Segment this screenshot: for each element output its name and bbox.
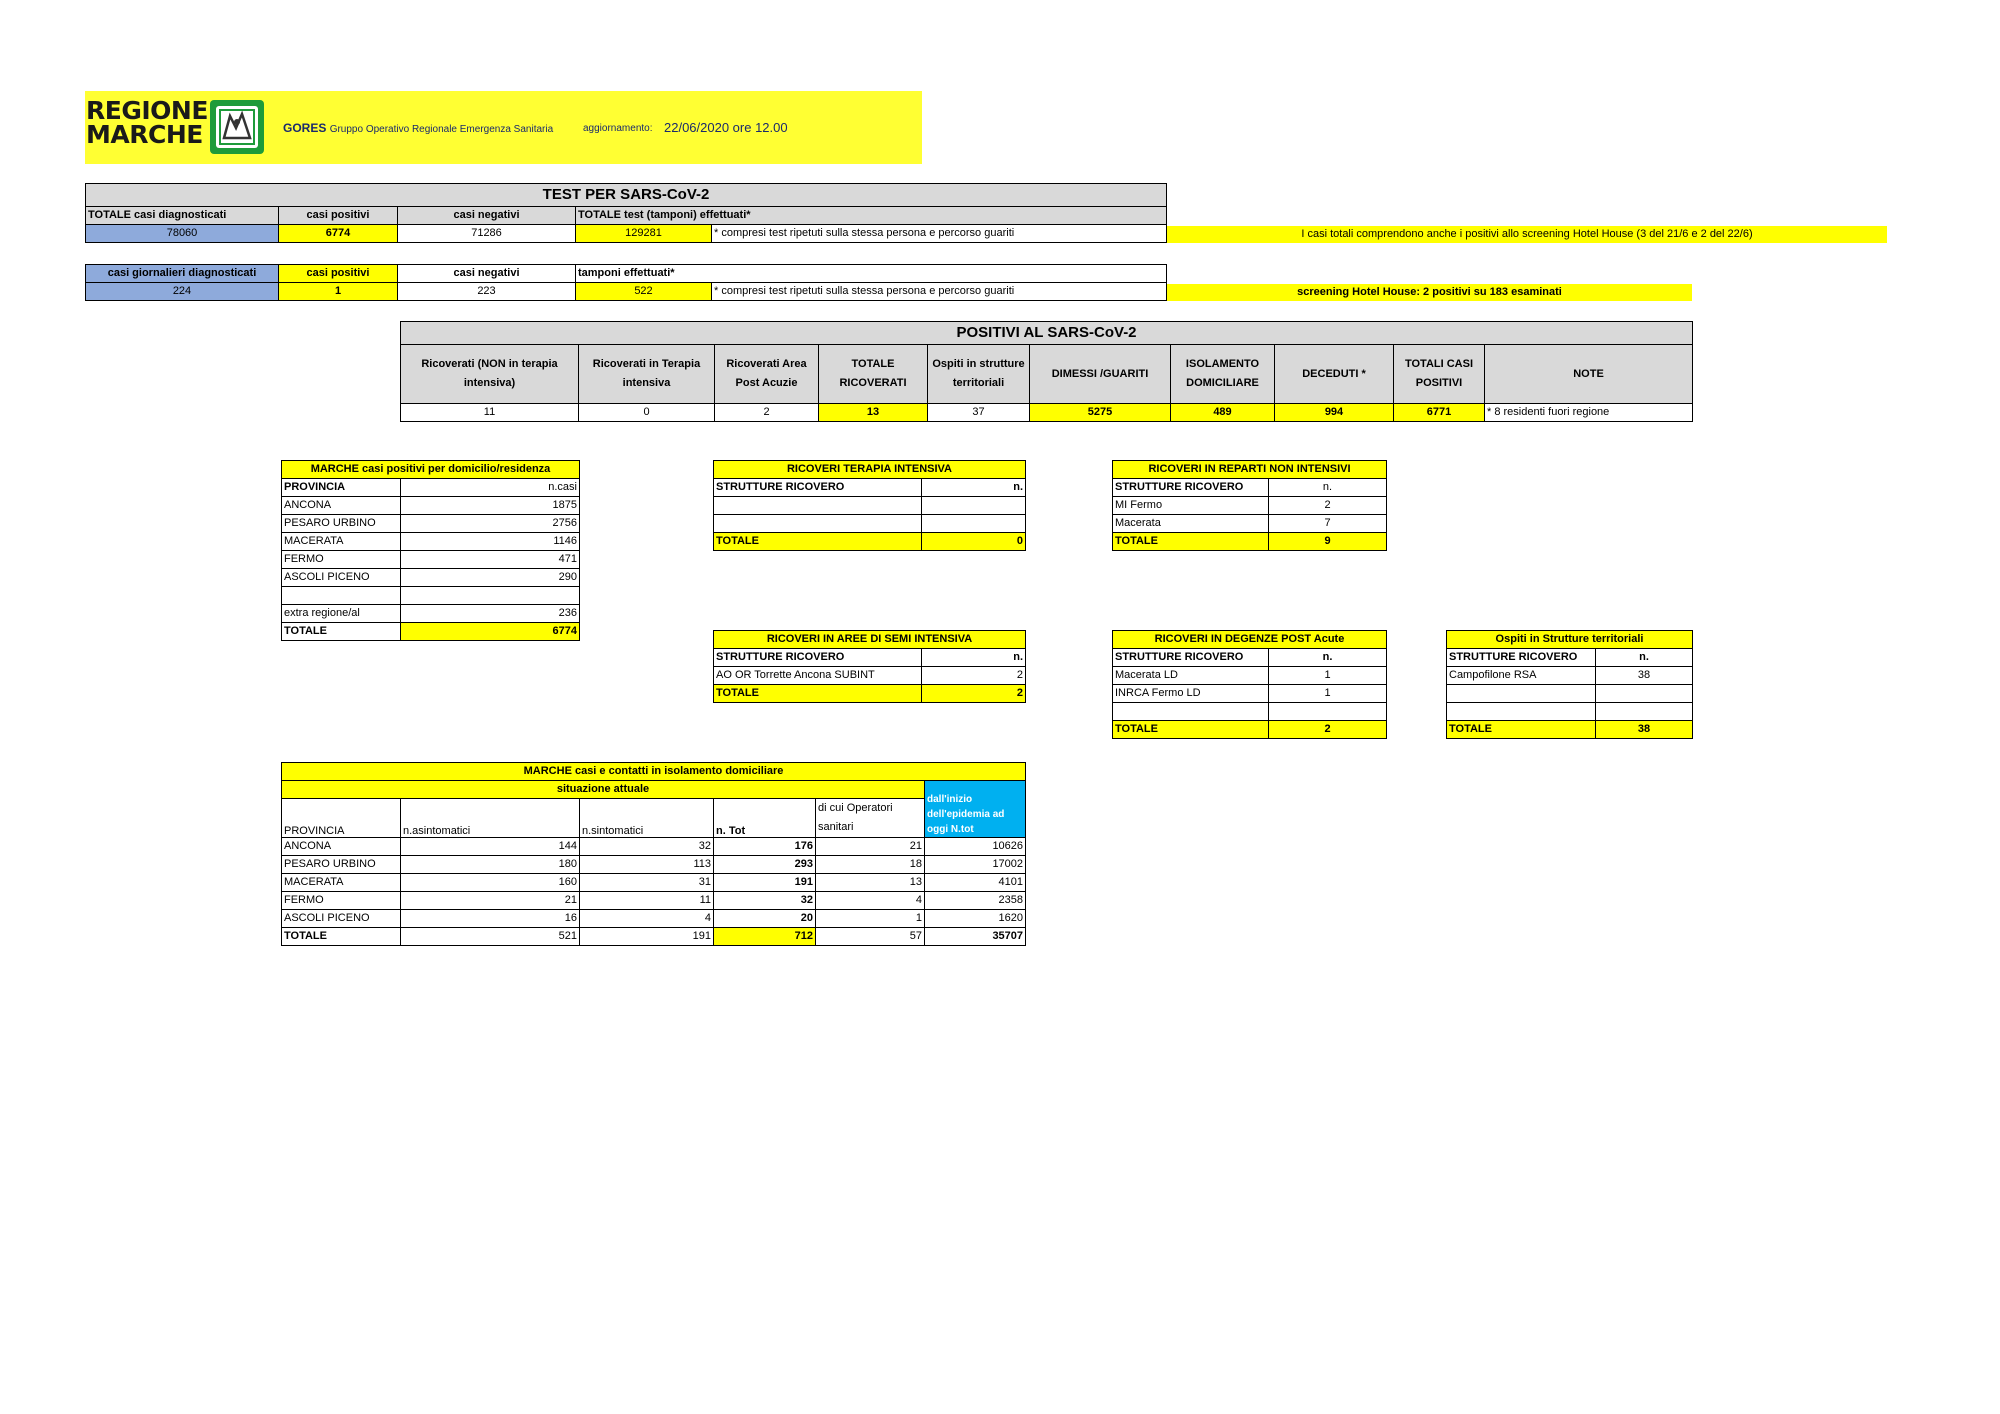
non-intensivi-table (1112, 460, 1387, 551)
positivi-table (400, 321, 1693, 422)
isolamento-header-asint: n.asintomatici (401, 799, 580, 838)
iso-sint: 113 (580, 856, 714, 874)
table-row (282, 838, 1026, 856)
isolamento-table (281, 762, 1026, 946)
positivi-header-isolamento: ISOLAMENTO DOMICILIARE (1171, 345, 1275, 404)
aggiornamento-label: aggiornamento: (583, 123, 653, 134)
iso-prov: ASCOLI PICENO (282, 910, 401, 928)
iso-sint: 11 (580, 892, 714, 910)
nonint-header-val: n. (1269, 479, 1387, 497)
iso-asint: 180 (401, 856, 580, 874)
post-val: 1 (1269, 685, 1387, 703)
iso-total-oper: 57 (816, 928, 925, 946)
semi-header-val: n. (922, 649, 1026, 667)
iso-tot: 176 (714, 838, 816, 856)
provincia-name: MACERATA (282, 533, 401, 551)
empty-cell (1447, 703, 1596, 721)
empty-cell (282, 587, 401, 605)
semi-title: RICOVERI IN AREE DI SEMI INTENSIVA (714, 631, 1026, 649)
provincia-title: MARCHE casi positivi per domicilio/residenza (282, 461, 580, 479)
table-row-empty (282, 587, 580, 605)
empty-cell (1596, 685, 1693, 703)
empty-cell (714, 515, 922, 533)
daily-table (85, 264, 1167, 301)
provincia-name: ANCONA (282, 497, 401, 515)
iso-prov: PESARO URBINO (282, 856, 401, 874)
semi-total-val: 2 (922, 685, 1026, 703)
daily-header-positivi: casi positivi (279, 265, 398, 283)
daily-note: * compresi test ripetuti sulla stessa persona e percorso guariti (712, 283, 1167, 301)
daily-side-note: screening Hotel House: 2 positivi su 183 esaminati (1167, 284, 1692, 301)
provincia-header-name: PROVINCIA (282, 479, 401, 497)
empty-cell (1113, 703, 1269, 721)
positivi-value-totale-ricoverati: 13 (819, 404, 928, 422)
provincia-extra-val: 236 (401, 605, 580, 623)
regione-marche-emblem-icon (208, 98, 266, 156)
nonint-val: 2 (1269, 497, 1387, 515)
iso-oper: 21 (816, 838, 925, 856)
ti-header-val: n. (922, 479, 1026, 497)
ti-total-val: 0 (922, 533, 1026, 551)
provincia-total-val: 6774 (401, 623, 580, 641)
iso-sint: 32 (580, 838, 714, 856)
positivi-value-totali: 6771 (1394, 404, 1485, 422)
nonint-name: MI Fermo (1113, 497, 1269, 515)
table-row-empty (714, 497, 1026, 515)
iso-sint: 31 (580, 874, 714, 892)
post-name: Macerata LD (1113, 667, 1269, 685)
positivi-header-totali: TOTALI CASI POSITIVI (1394, 345, 1485, 404)
test-header-totale: TOTALE casi diagnosticati (86, 207, 279, 225)
table-row (282, 569, 580, 587)
iso-tot: 20 (714, 910, 816, 928)
daily-header-negativi: casi negativi (398, 265, 576, 283)
table-row (1113, 497, 1387, 515)
empty-cell (922, 515, 1026, 533)
iso-inizio: 2358 (925, 892, 1026, 910)
iso-asint: 16 (401, 910, 580, 928)
empty-cell (1596, 703, 1693, 721)
table-row-total (1447, 721, 1693, 739)
test-title: TEST PER SARS-CoV-2 (86, 184, 1167, 207)
nonint-val: 7 (1269, 515, 1387, 533)
positivi-value-ricoverati-non-ti: 11 (401, 404, 579, 422)
iso-oper: 4 (816, 892, 925, 910)
ospiti-title: Ospiti in Strutture territoriali (1447, 631, 1693, 649)
table-row (282, 605, 580, 623)
table-row-total (714, 533, 1026, 551)
isolamento-header-inizio: dall'inizio dell'epidemia ad oggi N.tot (925, 781, 1026, 838)
table-row (282, 874, 1026, 892)
table-row-empty (714, 515, 1026, 533)
provincia-extra-label: extra regione/al (282, 605, 401, 623)
iso-oper: 18 (816, 856, 925, 874)
post-header-name: STRUTTURE RICOVERO (1113, 649, 1269, 667)
table-row (1447, 667, 1693, 685)
iso-total-inizio: 35707 (925, 928, 1026, 946)
table-row (282, 497, 580, 515)
table-row (282, 910, 1026, 928)
semi-name: AO OR Torrette Ancona SUBINT (714, 667, 922, 685)
iso-sint: 4 (580, 910, 714, 928)
iso-inizio: 17002 (925, 856, 1026, 874)
ospiti-header-name: STRUTTURE RICOVERO (1447, 649, 1596, 667)
ospiti-total-val: 38 (1596, 721, 1693, 739)
table-row (282, 515, 580, 533)
table-row (282, 892, 1026, 910)
table-row-empty (1447, 685, 1693, 703)
isolamento-title: MARCHE casi e contatti in isolamento domiciliare (282, 763, 1026, 781)
provincia-val: 1146 (401, 533, 580, 551)
gores-name: GORES (283, 121, 327, 135)
daily-header-tamponi: tamponi effettuati* (576, 265, 1167, 283)
post-title: RICOVERI IN DEGENZE POST Acute (1113, 631, 1387, 649)
isolamento-subtitle: situazione attuale (282, 781, 925, 799)
daily-positivi-value: 1 (279, 283, 398, 301)
iso-tot: 293 (714, 856, 816, 874)
empty-cell (401, 587, 580, 605)
positivi-value-post-acuzie: 2 (715, 404, 819, 422)
daily-casi-value: 224 (86, 283, 279, 301)
positivi-header-ospiti: Ospiti in strutture territoriali (928, 345, 1030, 404)
positivi-value-isolamento: 489 (1171, 404, 1275, 422)
provincia-val: 290 (401, 569, 580, 587)
isolamento-header-tot: n. Tot (714, 799, 816, 838)
iso-prov: FERMO (282, 892, 401, 910)
positivi-value-ospiti: 37 (928, 404, 1030, 422)
test-note: * compresi test ripetuti sulla stessa persona e percorso guariti (712, 225, 1167, 243)
table-row (282, 856, 1026, 874)
test-tamponi-value: 129281 (576, 225, 712, 243)
table-row-total (1113, 721, 1387, 739)
positivi-value-note: * 8 residenti fuori regione (1485, 404, 1693, 422)
positivi-header-ricoverati-non-ti: Ricoverati (NON in terapia intensiva) (401, 345, 579, 404)
isolamento-header-sint: n.sintomatici (580, 799, 714, 838)
provincia-total-label: TOTALE (282, 623, 401, 641)
post-total-val: 2 (1269, 721, 1387, 739)
nonint-header-name: STRUTTURE RICOVERO (1113, 479, 1269, 497)
table-row-total (282, 623, 580, 641)
positivi-header-dimessi: DIMESSI /GUARITI (1030, 345, 1171, 404)
positivi-header-post-acuzie: Ricoverati Area Post Acuzie (715, 345, 819, 404)
positivi-title: POSITIVI AL SARS-CoV-2 (401, 322, 1693, 345)
daily-header-casi: casi giornalieri diagnosticati (86, 265, 279, 283)
table-row-total (1113, 533, 1387, 551)
post-acute-table (1112, 630, 1387, 739)
daily-tamponi-value: 522 (576, 283, 712, 301)
iso-total-tot: 712 (714, 928, 816, 946)
logo-line-1: REGIONE (86, 96, 208, 125)
table-row (1113, 685, 1387, 703)
nonint-total-val: 9 (1269, 533, 1387, 551)
empty-cell (714, 497, 922, 515)
positivi-value-ricoverati-ti: 0 (579, 404, 715, 422)
table-row (1113, 515, 1387, 533)
iso-oper: 1 (816, 910, 925, 928)
gores-label (283, 121, 553, 135)
test-header-negativi: casi negativi (398, 207, 576, 225)
table-row (714, 667, 1026, 685)
iso-inizio: 4101 (925, 874, 1026, 892)
table-row (1113, 667, 1387, 685)
post-val: 1 (1269, 667, 1387, 685)
iso-total-prov: TOTALE (282, 928, 401, 946)
empty-cell (1269, 703, 1387, 721)
nonint-total-label: TOTALE (1113, 533, 1269, 551)
ospiti-total-label: TOTALE (1447, 721, 1596, 739)
positivi-header-totale-ricoverati: TOTALE RICOVERATI (819, 345, 928, 404)
semi-val: 2 (922, 667, 1026, 685)
positivi-header-ricoverati-ti: Ricoverati in Terapia intensiva (579, 345, 715, 404)
iso-inizio: 1620 (925, 910, 1026, 928)
ospiti-name: Campofilone RSA (1447, 667, 1596, 685)
test-header-tamponi: TOTALE test (tamponi) effettuati* (576, 207, 1167, 225)
iso-total-sint: 191 (580, 928, 714, 946)
iso-prov: MACERATA (282, 874, 401, 892)
isolamento-header-prov: PROVINCIA (282, 799, 401, 838)
iso-inizio: 10626 (925, 838, 1026, 856)
positivi-value-dimessi: 5275 (1030, 404, 1171, 422)
iso-total-asint: 521 (401, 928, 580, 946)
provincia-name: FERMO (282, 551, 401, 569)
logo-line-2: MARCHE (86, 120, 203, 149)
provincia-name: PESARO URBINO (282, 515, 401, 533)
ospiti-val: 38 (1596, 667, 1693, 685)
gores-subtitle: Gruppo Operativo Regionale Emergenza Sanitaria (329, 124, 554, 135)
post-total-label: TOTALE (1113, 721, 1269, 739)
empty-cell (1447, 685, 1596, 703)
terapia-intensiva-table (713, 460, 1026, 551)
daily-negativi-value: 223 (398, 283, 576, 301)
nonint-name: Macerata (1113, 515, 1269, 533)
test-header-positivi: casi positivi (279, 207, 398, 225)
provincia-val: 471 (401, 551, 580, 569)
table-row-empty (1113, 703, 1387, 721)
test-table (85, 183, 1167, 243)
provincia-val: 1875 (401, 497, 580, 515)
nonint-title: RICOVERI IN REPARTI NON INTENSIVI (1113, 461, 1387, 479)
semi-intensiva-table (713, 630, 1026, 703)
provincia-name: ASCOLI PICENO (282, 569, 401, 587)
test-totale-value: 78060 (86, 225, 279, 243)
positivi-header-deceduti: DECEDUTI * (1275, 345, 1394, 404)
empty-cell (922, 497, 1026, 515)
ti-title: RICOVERI TERAPIA INTENSIVA (714, 461, 1026, 479)
iso-prov: ANCONA (282, 838, 401, 856)
ti-header-name: STRUTTURE RICOVERO (714, 479, 922, 497)
provincia-val: 2756 (401, 515, 580, 533)
iso-tot: 191 (714, 874, 816, 892)
semi-header-name: STRUTTURE RICOVERO (714, 649, 922, 667)
ospiti-table (1446, 630, 1693, 739)
table-row-total (714, 685, 1026, 703)
ti-total-label: TOTALE (714, 533, 922, 551)
iso-tot: 32 (714, 892, 816, 910)
iso-asint: 144 (401, 838, 580, 856)
logo-text (86, 96, 208, 149)
post-name: INRCA Fermo LD (1113, 685, 1269, 703)
iso-oper: 13 (816, 874, 925, 892)
table-row-empty (1447, 703, 1693, 721)
test-positivi-value: 6774 (279, 225, 398, 243)
test-side-note: I casi totali comprendono anche i positivi allo screening Hotel House (3 del 21/6 e 2 del 22/6) (1167, 226, 1887, 243)
positivi-header-note: NOTE (1485, 345, 1693, 404)
semi-total-label: TOTALE (714, 685, 922, 703)
positivi-value-deceduti: 994 (1275, 404, 1394, 422)
post-header-val: n. (1269, 649, 1387, 667)
ospiti-header-val: n. (1596, 649, 1693, 667)
iso-asint: 21 (401, 892, 580, 910)
provincia-table (281, 460, 580, 641)
table-row-total (282, 928, 1026, 946)
provincia-header-val: n.casi (401, 479, 580, 497)
test-negativi-value: 71286 (398, 225, 576, 243)
table-row (282, 551, 580, 569)
aggiornamento-date: 22/06/2020 ore 12.00 (664, 120, 788, 135)
isolamento-header-oper: di cui Operatori sanitari (816, 799, 925, 838)
iso-asint: 160 (401, 874, 580, 892)
table-row (282, 533, 580, 551)
